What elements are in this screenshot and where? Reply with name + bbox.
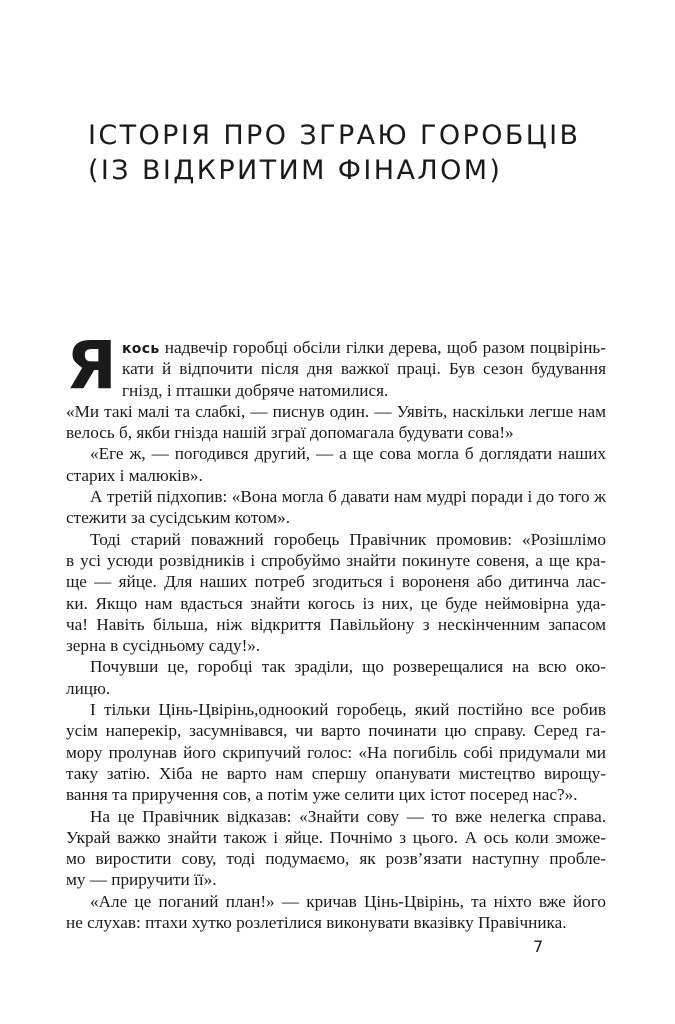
text-line: мо виростити сову, тоді подумаємо, як розв’язати наступну пробле- (66, 849, 606, 869)
text-line: «Але це поганий план!» — кричав Цінь-Цвірінь, та ніхто вже його (90, 891, 606, 911)
text-line: «Ми такі малі та слабкі, — писнув один. — Уявіть, наскільки легше нам (66, 401, 606, 421)
text-line: кати й відпочити після дня важкої праці. Був сезон будування (122, 359, 606, 379)
lead-word: кось (122, 341, 160, 357)
text-line: Украй важко знайти також і яйце. Почнімо з цього. А ось коли зможе- (66, 827, 606, 847)
text-line: А третій підхопив: «Вона могла б давати нам мудрі поради і до того ж (90, 487, 606, 507)
text-line: І тільки Цінь-Цвірінь,одноокий горобець, який постійно все робив (90, 700, 606, 720)
story-text (66, 327, 606, 933)
text-line: в усі усюди розвідників і спробуймо знайти покинуте совеня, а ще кра- (66, 550, 606, 570)
text-line: На це Правічник відказав: «Знайти сову — то вже нелегка справа. (90, 806, 606, 826)
text-line-content: надвечір горобці обсіли гілки дерева, щоб разом поцвірінь- (159, 338, 606, 357)
text-line: лицю. (66, 678, 111, 698)
text-line: Тоді старий поважний горобець Правічник промовив: «Розішлімо (90, 529, 606, 549)
text-line: таку затію. Хіба не варто нам спершу опанувати мистецтво вирощу- (66, 763, 606, 783)
text-line: велось б, якби гніздa нашій зграї допомагала будувати сова!» (66, 423, 514, 443)
text-line: зерна в сусідньому саду!». (66, 636, 261, 656)
text-line: «Еге ж, — погодився другий, — а ще сова могла б доглядати наших (90, 444, 606, 464)
drop-cap: Я (66, 327, 117, 404)
text-line: усім наперекір, засумнівався, чи варто починати цю справу. Серед га- (66, 721, 606, 741)
text-line: ча! Навіть більша, ніж відкриття Павільйону з нескінченним запасом (66, 614, 606, 634)
chapter-title (88, 118, 608, 188)
text-line: мору пролунав його скрипучий голос: «На погибіль собі придумали ми (66, 742, 606, 762)
text-line: ки. Якщо нам вдасться знайти когось із них, це буде неймовірна уда- (66, 593, 606, 613)
text-line: старих і малюків». (66, 465, 203, 485)
text-line: вання та приручення сов, а потім уже селити цих істот посеред нас?». (66, 785, 578, 805)
text-line: му — приручити її». (66, 870, 217, 890)
text-line: стежити за сусідським котом». (66, 508, 291, 528)
text-line: ще — яйце. Для наших потреб згодиться і вороненя або дитинча лас- (66, 572, 606, 592)
text-line (66, 337, 606, 358)
text-line: не слухав: птахи хутко розлетілися виконувати вказівку Правічника. (66, 913, 567, 933)
chapter-title-line-2: (ІЗ ВІДКРИТИМ ФІНАЛОМ) (88, 155, 503, 186)
text-line: Почувши це, горобці так зраділи, що розверещалися на всю око- (90, 657, 606, 677)
text-line: гнізд, і пташки добряче натомилися. (122, 380, 389, 400)
chapter-title-line-1: ІСТОРІЯ ПРО ЗГРАЮ ГОРОБЦІВ (88, 120, 581, 151)
page-number: 7 (533, 937, 544, 956)
